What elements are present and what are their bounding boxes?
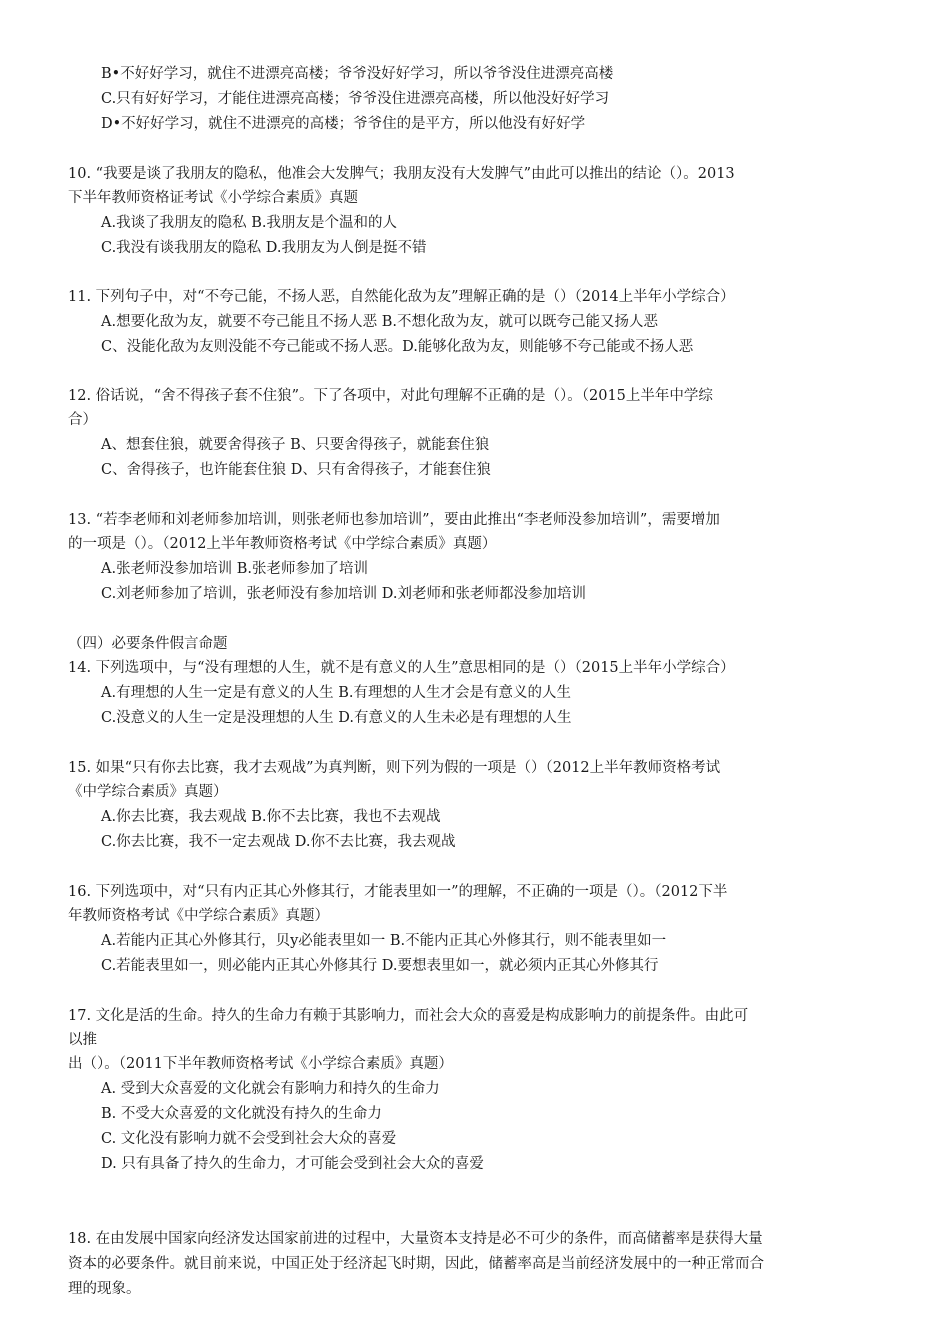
q17-option-d: D. 只有具备了持久的生命力，才可能会受到社会大众的喜爱 xyxy=(101,1156,484,1172)
q10-stem-line-1: 10. “我要是谈了我朋友的隐私，他准会大发脾气；我朋友没有大发脾气”由此可以推出的结论（）。2013 xyxy=(68,166,735,182)
q17-stem-line-2: 以推 xyxy=(68,1032,97,1048)
q16-options-ab: A.若能内正其心外修其行，贝y必能表里如一 B.不能内正其心外修其行，则不能表里如一 xyxy=(101,933,667,949)
q12-options-ab: A、想套住狼，就要舍得孩子 B、只要舍得孩子，就能套住狼 xyxy=(101,437,490,453)
q14-options-cd: C.没意义的人生一定是没理想的人生 D.有意义的人生未必是有理想的人生 xyxy=(101,710,572,726)
q11-options-cd: C、没能化敌为友则没能不夸己能或不扬人恶。D.能够化敌为友，则能够不夸己能或不扬人恶 xyxy=(101,339,694,355)
q16-stem-line-2: 年教师资格考试《中学综合素质》真题） xyxy=(68,908,329,924)
q18-stem-line-2: 资本的必要条件。就目前来说，中国正处于经济起飞时期，因此，储蓄率高是当前经济发展中的一种正常而合 xyxy=(68,1256,764,1272)
q17-option-b: B. 不受大众喜爱的文化就没有持久的生命力 xyxy=(101,1106,382,1122)
q12-stem-line-1: 12. 俗话说，“舍不得孩子套不住狼”。下了各项中，对此句理解不正确的是（）。（2015上半年中学综 xyxy=(68,388,713,404)
q15-stem-line-1: 15. 如果“只有你去比赛，我才去观战”为真判断，则下列为假的一项是（）（2012上半年教师资格考试 xyxy=(68,760,721,776)
q15-stem-line-2: 《中学综合素质》真题） xyxy=(68,784,228,800)
q9-option-c: C.只有好好学习，才能住进漂亮高楼；爷爷没住进漂亮高楼，所以他没好好学习 xyxy=(101,91,610,107)
q9-option-b: B•不好好学习，就住不进漂亮高楼；爷爷没好好学习，所以爷爷没住进漂亮高楼 xyxy=(101,66,614,82)
q11-stem: 11. 下列句子中，对“不夸己能，不扬人恶，自然能化敌为友”理解正确的是（）（2014上半年小学综合） xyxy=(68,289,735,305)
section-heading: （四）必要条件假言命题 xyxy=(68,636,228,652)
q18-stem-line-1: 18. 在由发展中国家向经济发达国家前进的过程中，大量资本支持是必不可少的条件，而高储蓄率是获得大量 xyxy=(68,1231,763,1247)
q17-stem-line-3: 出（）。（2011下半年教师资格考试《小学综合素质》真题） xyxy=(68,1056,453,1072)
q12-stem-line-2: 合） xyxy=(68,412,97,428)
q16-options-cd: C.若能表里如一，则必能内正其心外修其行 D.要想表里如一，就必须内正其心外修其行 xyxy=(101,958,659,974)
q14-stem: 14. 下列选项中，与“没有理想的人生，就不是有意义的人生”意思相同的是（）（2015上半年小学综合） xyxy=(68,660,735,676)
q17-option-c: C. 文化没有影响力就不会受到社会大众的喜爱 xyxy=(101,1131,397,1147)
q18-stem-line-3: 理的现象。 xyxy=(68,1281,141,1297)
q16-stem-line-1: 16. 下列选项中，对“只有内正其心外修其行，才能表里如一”的理解，不正确的一项是（）。（2012下半 xyxy=(68,884,728,900)
q13-options-cd: C.刘老师参加了培训，张老师没有参加培训 D.刘老师和张老师都没参加培训 xyxy=(101,586,587,602)
q13-stem-line-1: 13. “若李老师和刘老师参加培训，则张老师也参加培训”，要由此推出“李老师没参加培训”，需要增加 xyxy=(68,512,720,528)
q17-stem-line-1: 17. 文化是活的生命。持久的生命力有赖于其影响力，而社会大众的喜爱是构成影响力的前提条件。由此可 xyxy=(68,1008,749,1024)
q10-stem-line-2: 下半年教师资格证考试《小学综合素质》真题 xyxy=(68,190,358,206)
q13-stem-line-2: 的一项是（）。（2012上半年教师资格考试《中学综合素质》真题） xyxy=(68,536,497,552)
q11-options-ab: A.想要化敌为友，就要不夸己能且不扬人恶 B.不想化敌为友，就可以既夸己能又扬人恶 xyxy=(101,314,658,330)
q17-option-a: A. 受到大众喜爱的文化就会有影响力和持久的生命力 xyxy=(101,1081,440,1097)
q13-options-ab: A.张老师没参加培训 B.张老师参加了培训 xyxy=(101,561,368,577)
q9-option-d: D•不好好学习，就住不进漂亮的高楼；爷爷住的是平方，所以他没有好好学 xyxy=(101,116,586,132)
q10-options-ab: A.我谈了我朋友的隐私 B.我朋友是个温和的人 xyxy=(101,215,397,231)
q14-options-ab: A.有理想的人生一定是有意义的人生 B.有理想的人生才会是有意义的人生 xyxy=(101,685,571,701)
q12-options-cd: C、舍得孩子，也许能套住狼 D、只有舍得孩子，才能套住狼 xyxy=(101,462,491,478)
q15-options-ab: A.你去比赛，我去观战 B.你不去比赛，我也不去观战 xyxy=(101,809,441,825)
q10-options-cd: C.我没有谈我朋友的隐私 D.我朋友为人倒是挺不错 xyxy=(101,240,427,256)
q15-options-cd: C.你去比赛，我不一定去观战 D.你不去比赛，我去观战 xyxy=(101,834,456,850)
